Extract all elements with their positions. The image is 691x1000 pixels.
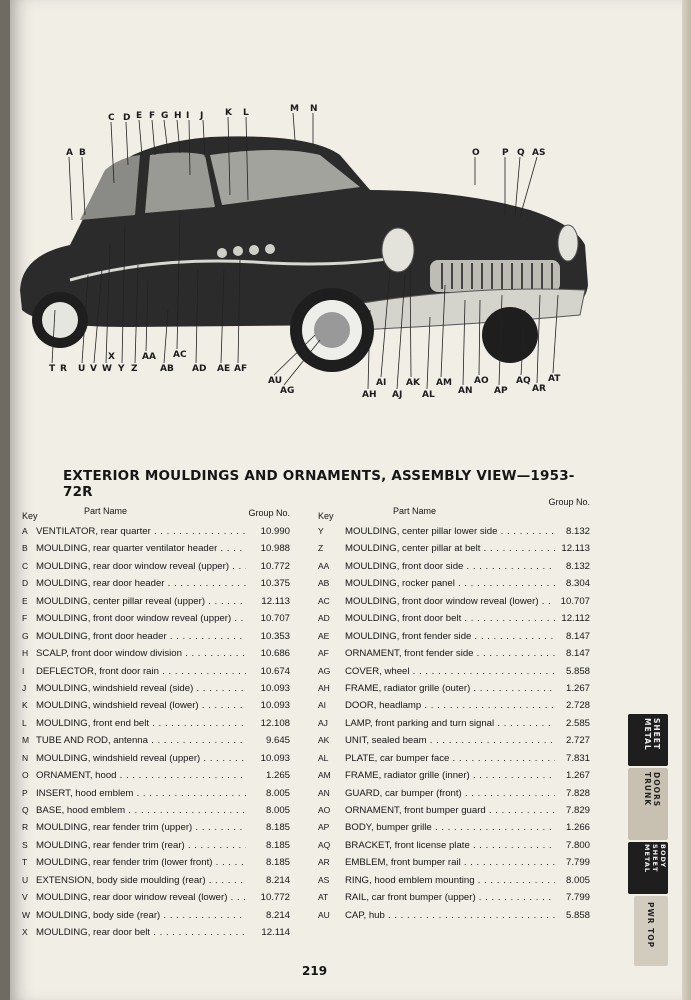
callout-Z: Z bbox=[131, 364, 138, 374]
porthole bbox=[233, 246, 243, 256]
group-number: 8.304 bbox=[563, 575, 590, 592]
group-number: 7.828 bbox=[563, 785, 590, 802]
callout-AO: AO bbox=[474, 376, 489, 386]
group-number: 10.772 bbox=[258, 889, 290, 906]
group-number: 10.990 bbox=[258, 523, 290, 540]
part-key: AG bbox=[318, 665, 331, 676]
page-number: 219 bbox=[302, 964, 328, 978]
part-key: N bbox=[22, 752, 29, 763]
group-number: 10.093 bbox=[258, 750, 290, 767]
porthole bbox=[217, 248, 227, 258]
part-key: Q bbox=[22, 805, 29, 815]
part-name: RING, hood emblem mounting . . . bbox=[345, 872, 555, 889]
part-key: R bbox=[22, 822, 29, 833]
table-row bbox=[318, 750, 590, 767]
group-number: 12.114 bbox=[258, 924, 290, 941]
table-row bbox=[22, 924, 290, 941]
part-name: MOULDING, windshield reveal (side) . . . bbox=[36, 680, 246, 697]
part-name: CAP, hub . . . bbox=[345, 907, 555, 924]
group-number: 10.093 bbox=[258, 697, 290, 714]
group-number: 2.728 bbox=[563, 697, 590, 714]
part-name: BASE, hood emblem . . . bbox=[36, 802, 246, 819]
table-row bbox=[22, 645, 290, 662]
table-row bbox=[318, 837, 590, 854]
part-key: K bbox=[22, 700, 28, 711]
part-name: ORNAMENT, hood . . . bbox=[36, 767, 246, 784]
callout-AT: AT bbox=[548, 374, 561, 384]
table-row bbox=[318, 523, 590, 540]
group-no-header: Group No. bbox=[548, 497, 590, 507]
part-key: O bbox=[22, 770, 29, 781]
part-key: AE bbox=[318, 630, 330, 641]
table-row bbox=[22, 767, 290, 784]
headlamp bbox=[382, 228, 414, 272]
part-name: GUARD, car bumper (front) . . . bbox=[345, 785, 555, 802]
callout-B: B bbox=[79, 148, 86, 158]
part-name: MOULDING, front door window reveal (lower) . . . bbox=[345, 593, 555, 610]
part-key: E bbox=[22, 595, 28, 606]
group-number: 10.707 bbox=[258, 610, 290, 627]
part-name: MOULDING, rear fender trim (upper) . . . bbox=[36, 819, 246, 836]
table-row bbox=[22, 889, 290, 906]
table-row bbox=[22, 697, 290, 714]
part-key: AP bbox=[318, 822, 330, 833]
table-row bbox=[22, 610, 290, 627]
part-name: MOULDING, rear door window reveal (lower) . . . bbox=[36, 889, 246, 906]
callout-H: H bbox=[174, 111, 182, 121]
part-name: MOULDING, rear quarter ventilator header . . . bbox=[36, 540, 246, 557]
callout-D: D bbox=[123, 113, 131, 123]
callout-AH: AH bbox=[362, 390, 377, 400]
page-title: EXTERIOR MOULDINGS AND ORNAMENTS, ASSEMBLY VIEW—1953-72R bbox=[63, 468, 575, 500]
part-key: Z bbox=[318, 543, 324, 554]
part-name: MOULDING, center pillar lower side . . . bbox=[345, 523, 555, 540]
table-row bbox=[22, 854, 290, 871]
table-row bbox=[22, 785, 290, 802]
group-number: 8.214 bbox=[263, 872, 290, 889]
part-name: SCALP, front door window division . . . bbox=[36, 645, 246, 662]
group-number: 7.800 bbox=[563, 837, 590, 854]
group-number: 7.799 bbox=[563, 889, 590, 906]
table-row bbox=[318, 854, 590, 871]
table-row bbox=[318, 697, 590, 714]
callout-AD: AD bbox=[192, 364, 207, 374]
part-name-header: Part Name bbox=[393, 506, 437, 516]
rear-door-window bbox=[145, 153, 215, 214]
group-number: 12.112 bbox=[558, 610, 590, 627]
callout-AL: AL bbox=[422, 390, 435, 400]
callout-I: I bbox=[186, 111, 190, 121]
part-key: Y bbox=[318, 526, 324, 536]
part-name: FRAME, radiator grille (inner) . . . bbox=[345, 767, 555, 784]
part-key: AF bbox=[318, 648, 329, 659]
part-name: RAIL, car front bumper (upper) . . . bbox=[345, 889, 555, 906]
part-key: A bbox=[22, 526, 28, 536]
tab-label: BODY SHEET METAL bbox=[643, 844, 667, 874]
part-name: LAMP, front parking and turn signal . . . bbox=[345, 715, 555, 732]
callout-W: W bbox=[102, 364, 112, 374]
parts-table-right bbox=[318, 497, 590, 924]
part-name: BRACKET, front license plate . . . bbox=[345, 837, 555, 854]
key-header: Key bbox=[22, 511, 38, 521]
table-row bbox=[22, 663, 290, 680]
part-name: PLATE, car bumper face . . . bbox=[345, 750, 555, 767]
part-key: AC bbox=[318, 595, 330, 606]
part-key: AH bbox=[318, 682, 330, 693]
table-row bbox=[318, 628, 590, 645]
part-name: BODY, bumper grille . . . bbox=[345, 819, 555, 836]
table-row bbox=[318, 872, 590, 889]
table-row bbox=[22, 732, 290, 749]
part-key: S bbox=[22, 839, 28, 850]
callout-E: E bbox=[136, 111, 143, 121]
group-number: 8.147 bbox=[563, 645, 590, 662]
part-key: AU bbox=[318, 909, 330, 920]
part-name: ORNAMENT, front bumper guard . . . bbox=[345, 802, 555, 819]
part-name: TUBE AND ROD, antenna . . . bbox=[36, 732, 246, 749]
table-row bbox=[318, 663, 590, 680]
callout-AK: AK bbox=[406, 378, 420, 388]
table-row bbox=[318, 732, 590, 749]
part-name: DEFLECTOR, front door rain . . . bbox=[36, 663, 246, 680]
part-name: MOULDING, rear fender trim (lower front) . . . bbox=[36, 854, 246, 871]
part-key: P bbox=[22, 787, 28, 798]
callout-A: A bbox=[66, 148, 73, 158]
table-row bbox=[318, 680, 590, 697]
group-number: 12.113 bbox=[258, 593, 290, 610]
part-key: AQ bbox=[318, 839, 331, 850]
table-row bbox=[22, 628, 290, 645]
group-number: 8.132 bbox=[563, 523, 590, 540]
table-header bbox=[318, 497, 590, 523]
part-key: H bbox=[22, 648, 29, 659]
parts-list-right bbox=[318, 523, 590, 924]
part-name: MOULDING, front door header . . . bbox=[36, 628, 246, 645]
part-key: AM bbox=[318, 770, 331, 781]
group-number: 10.988 bbox=[258, 540, 290, 557]
group-number: 10.093 bbox=[258, 680, 290, 697]
group-number: 8.185 bbox=[263, 837, 290, 854]
part-key: AB bbox=[318, 578, 330, 589]
callout-AF: AF bbox=[234, 364, 248, 374]
part-key: AD bbox=[318, 613, 330, 624]
part-key: AI bbox=[318, 700, 327, 711]
headlamp bbox=[558, 225, 578, 261]
table-row bbox=[318, 610, 590, 627]
group-number: 8.185 bbox=[263, 819, 290, 836]
group-number: 10.674 bbox=[258, 663, 290, 680]
part-key: M bbox=[22, 735, 30, 746]
callout-M: M bbox=[290, 104, 299, 114]
table-row bbox=[22, 540, 290, 557]
group-number: 7.829 bbox=[563, 802, 590, 819]
porthole bbox=[249, 245, 259, 255]
group-number: 9.645 bbox=[263, 732, 290, 749]
callout-Q: Q bbox=[517, 148, 525, 158]
part-name: VENTILATOR, rear quarter . . . bbox=[36, 523, 246, 540]
part-key: AJ bbox=[318, 717, 328, 728]
group-number: 2.585 bbox=[563, 715, 590, 732]
part-name: MOULDING, rear door header . . . bbox=[36, 575, 246, 592]
group-number: 10.707 bbox=[558, 593, 590, 610]
radiator-grille bbox=[430, 260, 560, 292]
group-number: 8.185 bbox=[263, 854, 290, 871]
table-row bbox=[318, 889, 590, 906]
part-key: AS bbox=[318, 874, 330, 885]
table-row bbox=[22, 575, 290, 592]
part-key: B bbox=[22, 543, 28, 554]
part-key: AL bbox=[318, 752, 329, 763]
callout-AJ: AJ bbox=[392, 390, 403, 400]
callout-N: N bbox=[310, 104, 318, 114]
callout-AM: AM bbox=[436, 378, 452, 388]
callout-G: G bbox=[161, 111, 169, 121]
group-number: 10.375 bbox=[258, 575, 290, 592]
callout-L: L bbox=[243, 108, 249, 118]
callout-C: C bbox=[108, 113, 115, 123]
part-key: X bbox=[22, 927, 28, 938]
callout-AR: AR bbox=[532, 384, 546, 394]
callout-J: J bbox=[200, 111, 204, 121]
group-number: 2.727 bbox=[563, 732, 590, 749]
table-row bbox=[318, 767, 590, 784]
part-name: INSERT, hood emblem . . . bbox=[36, 785, 246, 802]
table-row bbox=[22, 802, 290, 819]
callout-AP: AP bbox=[494, 386, 508, 396]
table-row bbox=[22, 819, 290, 836]
group-number: 8.147 bbox=[563, 628, 590, 645]
part-name: FRAME, radiator grille (outer) . . . bbox=[345, 680, 555, 697]
part-name: EXTENSION, body side moulding (rear) . . . bbox=[36, 872, 246, 889]
group-number: 12.113 bbox=[558, 540, 590, 557]
part-key: C bbox=[22, 560, 29, 571]
part-name: DOOR, headlamp . . . bbox=[345, 697, 555, 714]
callout-AI: AI bbox=[376, 378, 387, 388]
group-number: 10.686 bbox=[258, 645, 290, 662]
part-name: MOULDING, front end belt . . . bbox=[36, 715, 246, 732]
callout-O: O bbox=[472, 148, 480, 158]
table-row bbox=[318, 819, 590, 836]
table-row bbox=[22, 593, 290, 610]
group-number: 10.353 bbox=[258, 628, 290, 645]
part-key: AO bbox=[318, 805, 331, 815]
callout-T: T bbox=[49, 364, 56, 374]
page-edge bbox=[682, 0, 691, 1000]
group-number: 12.108 bbox=[258, 715, 290, 732]
table-header bbox=[22, 497, 290, 523]
part-key: AK bbox=[318, 735, 330, 746]
table-row bbox=[22, 907, 290, 924]
callout-AB: AB bbox=[160, 364, 174, 374]
table-row bbox=[318, 802, 590, 819]
table-row bbox=[22, 680, 290, 697]
section-tab-doors-trunk[interactable] bbox=[628, 768, 668, 840]
part-key: D bbox=[22, 578, 29, 589]
part-key: V bbox=[22, 892, 28, 903]
part-name-header: Part Name bbox=[84, 506, 128, 516]
callout-Y: Y bbox=[118, 364, 125, 374]
part-key: U bbox=[22, 874, 29, 885]
callout-S: S bbox=[38, 330, 45, 340]
part-key: AT bbox=[318, 892, 329, 903]
table-row bbox=[22, 523, 290, 540]
part-name: MOULDING, front door side . . . bbox=[345, 558, 555, 575]
part-name: ORNAMENT, front fender side . . . bbox=[345, 645, 555, 662]
rear-window bbox=[80, 155, 140, 220]
part-name: EMBLEM, front bumper rail . . . bbox=[345, 854, 555, 871]
group-number: 1.266 bbox=[563, 819, 590, 836]
porthole bbox=[265, 244, 275, 254]
part-key: I bbox=[22, 665, 25, 676]
table-row bbox=[318, 593, 590, 610]
group-number: 8.005 bbox=[563, 872, 590, 889]
callout-U: U bbox=[78, 364, 86, 374]
section-tab-pwr-top[interactable] bbox=[634, 896, 668, 966]
group-no-header: Group No. bbox=[248, 508, 290, 518]
table-row bbox=[318, 645, 590, 662]
part-key: G bbox=[22, 630, 29, 641]
part-key: AR bbox=[318, 857, 330, 868]
parts-list-left bbox=[22, 523, 290, 942]
key-header: Key bbox=[318, 511, 334, 521]
callout-AQ: AQ bbox=[516, 376, 531, 386]
table-row bbox=[22, 750, 290, 767]
group-number: 1.267 bbox=[563, 680, 590, 697]
callout-AG: AG bbox=[280, 386, 295, 396]
table-row bbox=[318, 907, 590, 924]
callout-F: F bbox=[149, 111, 156, 121]
tab-label: SHEET METAL bbox=[643, 718, 661, 751]
callout-K: K bbox=[225, 108, 232, 118]
part-name: MOULDING, rocker panel . . . bbox=[345, 575, 555, 592]
table-row bbox=[318, 785, 590, 802]
table-row bbox=[22, 558, 290, 575]
part-key: L bbox=[22, 717, 27, 728]
tab-label: PWR TOP bbox=[646, 902, 655, 949]
part-key: AN bbox=[318, 787, 330, 798]
part-key: T bbox=[22, 857, 28, 868]
rear-whitewall bbox=[42, 302, 78, 338]
part-name: MOULDING, rear door belt . . . bbox=[36, 924, 246, 941]
group-number: 8.132 bbox=[563, 558, 590, 575]
part-name: COVER, wheel . . . bbox=[345, 663, 555, 680]
callout-R: R bbox=[60, 364, 67, 374]
callout-AC: AC bbox=[173, 350, 187, 360]
part-key: F bbox=[22, 613, 28, 624]
part-name: MOULDING, rear fender trim (rear) . . . bbox=[36, 837, 246, 854]
part-name: UNIT, sealed beam . . . bbox=[345, 732, 555, 749]
part-name: MOULDING, center pillar at belt . . . bbox=[345, 540, 555, 557]
part-key: AA bbox=[318, 560, 330, 571]
group-number: 1.265 bbox=[263, 767, 290, 784]
part-name: MOULDING, body side (rear) . . . bbox=[36, 907, 246, 924]
callout-AE: AE bbox=[217, 364, 231, 374]
callout-P: P bbox=[502, 148, 509, 158]
car-illustration bbox=[10, 95, 605, 415]
part-name: MOULDING, front door window reveal (upper) . . . bbox=[36, 610, 246, 627]
table-row bbox=[318, 575, 590, 592]
group-number: 10.772 bbox=[258, 558, 290, 575]
part-name: MOULDING, center pillar reveal (upper) . . . bbox=[36, 593, 246, 610]
callout-AN: AN bbox=[458, 386, 473, 396]
table-row bbox=[318, 540, 590, 557]
callout-AA: AA bbox=[142, 352, 156, 362]
table-row bbox=[22, 837, 290, 854]
group-number: 8.214 bbox=[263, 907, 290, 924]
part-name: MOULDING, windshield reveal (lower) . . . bbox=[36, 697, 246, 714]
tab-label: DOORS TRUNK bbox=[643, 772, 661, 808]
hub-cap bbox=[314, 312, 350, 348]
callout-AU: AU bbox=[268, 376, 282, 386]
part-key: W bbox=[22, 909, 31, 920]
group-number: 5.858 bbox=[563, 907, 590, 924]
group-number: 1.267 bbox=[563, 767, 590, 784]
part-name: MOULDING, front fender side . . . bbox=[345, 628, 555, 645]
table-row bbox=[22, 872, 290, 889]
group-number: 8.005 bbox=[263, 802, 290, 819]
section-tab-body-sheet-metal[interactable] bbox=[628, 842, 668, 894]
parts-table-left bbox=[22, 497, 290, 942]
far-wheel bbox=[482, 307, 538, 363]
table-row bbox=[318, 558, 590, 575]
callout-V: V bbox=[90, 364, 97, 374]
car-drawing bbox=[10, 95, 605, 415]
group-number: 7.831 bbox=[563, 750, 590, 767]
part-name: MOULDING, rear door window reveal (upper) . . . bbox=[36, 558, 246, 575]
callout-X: X bbox=[108, 352, 115, 362]
part-key: J bbox=[22, 682, 27, 693]
table-row bbox=[22, 715, 290, 732]
callout-AS: AS bbox=[532, 148, 546, 158]
group-number: 7.799 bbox=[563, 854, 590, 871]
group-number: 5.858 bbox=[563, 663, 590, 680]
table-row bbox=[318, 715, 590, 732]
group-number: 8.005 bbox=[263, 785, 290, 802]
section-tab-sheet-metal[interactable] bbox=[628, 714, 668, 766]
part-name: MOULDING, front door belt . . . bbox=[345, 610, 555, 627]
part-name: MOULDING, windshield reveal (upper) . . . bbox=[36, 750, 246, 767]
